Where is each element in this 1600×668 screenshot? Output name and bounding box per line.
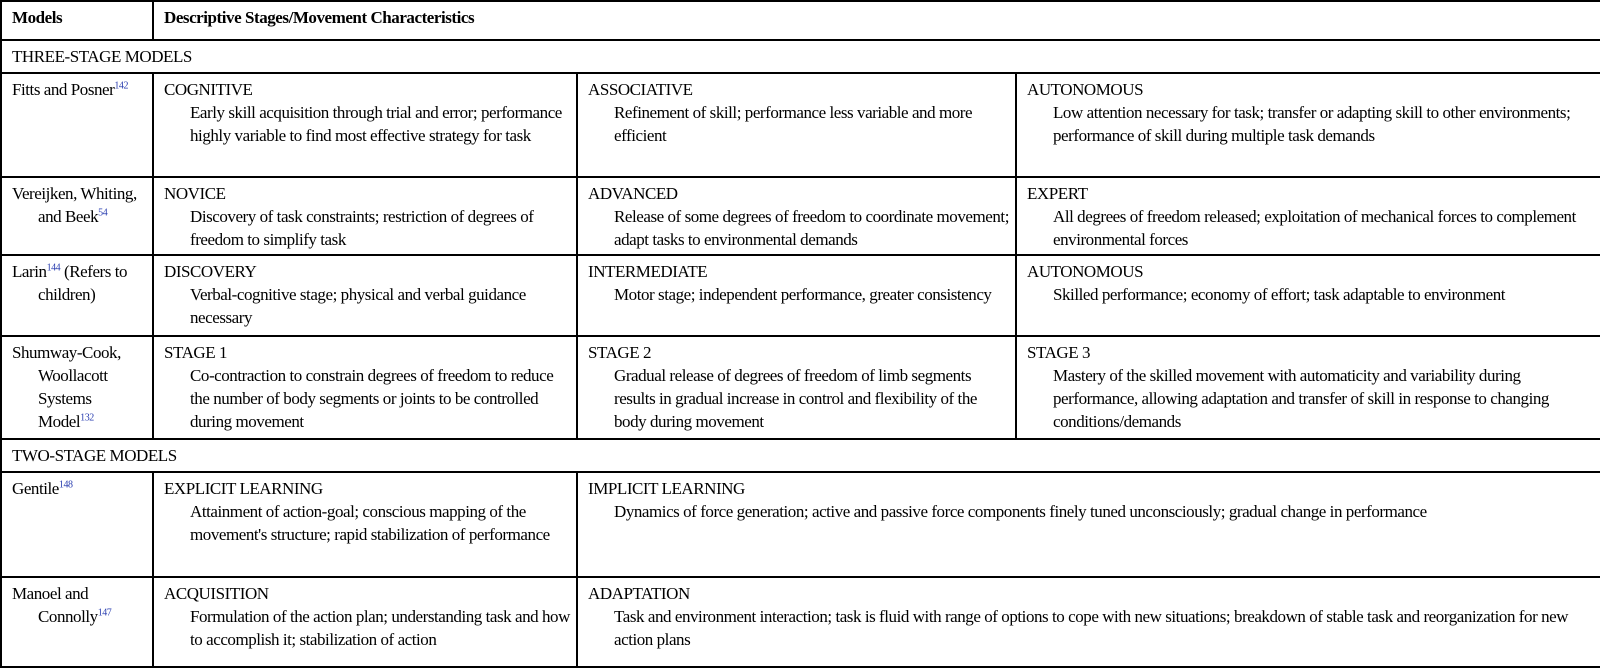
model-name (12, 78, 146, 101)
table-row (1, 255, 1600, 336)
stage-cell (153, 255, 577, 336)
model-name (12, 182, 146, 228)
model-name (12, 341, 146, 433)
reference-link[interactable]: 132 (80, 412, 94, 424)
reference-link[interactable]: 148 (58, 479, 73, 491)
stage-description: Task and environment interaction; task is fluid with range of options to cope with new situations; breakdown of stable task and reorganization for new action plans (614, 606, 1569, 649)
reference-link[interactable]: 142 (114, 80, 129, 92)
stage-cell (153, 577, 577, 667)
model-label: Vereijken, Whiting, and Beek (12, 183, 137, 226)
section-row-three-stage (1, 40, 1600, 73)
stage-description: Attainment of action-goal; conscious mapping of the movement's structure; rapid stabilization of performance (190, 502, 550, 545)
stage-name: EXPLICIT LEARNING (164, 479, 323, 499)
stage-cell (153, 472, 577, 576)
stage-name: NOVICE (164, 183, 226, 203)
stage-name: ASSOCIATIVE (588, 80, 693, 100)
stage-description: Refinement of skill; performance less variable and more efficient (614, 103, 973, 146)
stage-cell (577, 73, 1016, 176)
header-stages: Descriptive Stages/Movement Characteristics (153, 1, 1600, 40)
reference-link[interactable]: 147 (97, 607, 112, 619)
stage-description: Motor stage; independent performance, greater consistency (614, 284, 992, 304)
stage-cell (577, 255, 1016, 336)
stage-name: IMPLICIT LEARNING (588, 479, 745, 499)
stage-name: INTERMEDIATE (588, 261, 708, 281)
stage-cell (577, 336, 1016, 439)
stage-description: Co-contraction to constrain degrees of freedom to reduce the number of body segments or joints to be controlled during movement (190, 365, 554, 431)
stage-cell (1016, 177, 1600, 255)
header-models: Models (1, 1, 153, 40)
stage-cell (1016, 73, 1600, 176)
stage-description: Release of some degrees of freedom to coordinate movement; adapt tasks to environmental demands (614, 206, 1009, 249)
stage-description: Discovery of task constraints; restriction of degrees of freedom to simplify task (190, 206, 534, 249)
table-row (1, 577, 1600, 667)
section-title-three-stage: THREE-STAGE MODELS (1, 40, 1600, 73)
stage-description: All degrees of freedom released; exploitation of mechanical forces to complement environmental forces (1053, 206, 1576, 249)
stage-name: EXPERT (1027, 183, 1088, 203)
table-row (1, 472, 1600, 576)
stage-description: Verbal-cognitive stage; physical and verbal guidance necessary (190, 284, 526, 327)
stage-name: DISCOVERY (164, 261, 257, 281)
stage-description: Early skill acquisition through trial and error; performance highly variable to find most effective strategy for task (190, 103, 562, 146)
stage-description: Mastery of the skilled movement with automaticity and variability during performance, allowing adaptation and transfer of skill in response to changing conditions/demands (1053, 365, 1549, 431)
stage-name: COGNITIVE (164, 80, 253, 100)
model-name (12, 582, 146, 628)
table-header-row (1, 1, 1600, 40)
table-row (1, 177, 1600, 255)
model-cell (1, 472, 153, 576)
stage-name: ADAPTATION (588, 583, 690, 603)
model-cell (1, 255, 153, 336)
model-note: (Refers to children) (38, 261, 128, 304)
stage-cell (1016, 336, 1600, 439)
stage-description: Gradual release of degrees of freedom of limb segments results in gradual increase in control and flexibility of the body during movement (614, 365, 977, 431)
model-label: Fitts and Posner (12, 80, 115, 100)
stage-name: AUTONOMOUS (1027, 261, 1144, 281)
stage-description: Skilled performance; economy of effort; task adaptable to environment (1053, 284, 1506, 304)
model-label: Gentile (12, 479, 59, 499)
stage-cell (577, 472, 1600, 576)
stage-name: ACQUISITION (164, 583, 269, 603)
section-title-two-stage: TWO-STAGE MODELS (1, 439, 1600, 472)
reference-link[interactable]: 54 (98, 206, 108, 218)
stage-description: Formulation of the action plan; understanding task and how to accomplish it; stabilization of action (190, 606, 570, 649)
stage-description: Dynamics of force generation; active and passive force components finely tuned unconsciously; gradual change in performance (614, 502, 1427, 522)
model-cell (1, 577, 153, 667)
reference-link[interactable]: 144 (46, 262, 61, 274)
model-cell (1, 177, 153, 255)
stage-cell (577, 577, 1600, 667)
model-label: Manoel and Connolly (12, 583, 98, 626)
stage-name: STAGE 3 (1027, 342, 1091, 362)
stage-description: Low attention necessary for task; transfer or adapting skill to other environments; performance of skill during multiple task demands (1053, 103, 1571, 146)
model-cell (1, 336, 153, 439)
model-label: Larin (12, 261, 47, 281)
table-row (1, 336, 1600, 439)
model-cell (1, 73, 153, 176)
stage-name: STAGE 2 (588, 342, 652, 362)
model-name (12, 477, 146, 500)
stage-name: AUTONOMOUS (1027, 80, 1144, 100)
table-row (1, 73, 1600, 176)
section-row-two-stage (1, 439, 1600, 472)
stage-cell (153, 73, 577, 176)
stage-cell (1016, 255, 1600, 336)
model-label: Shumway-Cook, Woollacott Systems Model (12, 342, 121, 431)
model-name (12, 260, 146, 306)
stage-name: ADVANCED (588, 183, 678, 203)
stage-cell (153, 177, 577, 255)
stage-cell (577, 177, 1016, 255)
stage-name: STAGE 1 (164, 342, 228, 362)
stage-cell (153, 336, 577, 439)
